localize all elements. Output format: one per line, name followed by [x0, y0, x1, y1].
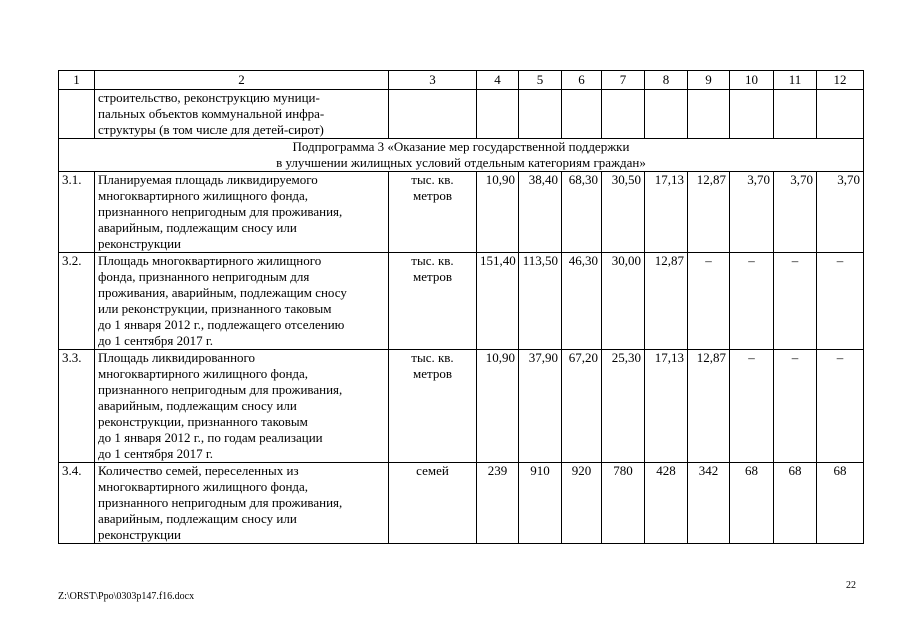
unit-line: семей: [416, 463, 449, 478]
value-cell: 151,40: [477, 253, 519, 350]
column-number: 5: [519, 71, 562, 90]
value-cell: 12,87: [688, 172, 730, 253]
text-line: структуры (в том числе для детей-сирот): [98, 122, 324, 137]
value-cell: 37,90: [519, 350, 562, 463]
subprogram-row: [59, 139, 864, 172]
text-line: Площадь ликвидированного: [98, 350, 256, 365]
text-line: до 1 сентября 2017 г.: [98, 333, 213, 348]
unit-line: тыс. кв.: [411, 172, 454, 187]
value-cell: 38,40: [519, 172, 562, 253]
value-cell: 25,30: [602, 350, 645, 463]
value-cell: 3,70: [774, 172, 817, 253]
value-cell: –: [817, 350, 864, 463]
text-line: до 1 января 2012 г., по годам реализации: [98, 430, 323, 445]
text-line: до 1 января 2012 г., подлежащего отселению: [98, 317, 345, 332]
text-line: аварийным, подлежащим сносу или: [98, 511, 297, 526]
unit-line: тыс. кв.: [411, 253, 454, 268]
unit-line: тыс. кв.: [411, 350, 454, 365]
value-cell: –: [817, 253, 864, 350]
value-cell: 10,90: [477, 350, 519, 463]
unit-line: метров: [413, 188, 452, 203]
text-line: многоквартирного жилищного фонда,: [98, 479, 309, 494]
indicator-name: [95, 463, 389, 544]
value-cell: [562, 90, 602, 139]
value-cell: 67,20: [562, 350, 602, 463]
value-cell: 3,70: [730, 172, 774, 253]
value-cell: [477, 90, 519, 139]
text-line: реконструкции: [98, 236, 182, 251]
text-line: строительство, реконструкцию муници-: [98, 90, 320, 105]
value-cell: –: [774, 350, 817, 463]
value-cell: 17,13: [645, 172, 688, 253]
value-cell: 113,50: [519, 253, 562, 350]
unit-cell: [389, 463, 477, 544]
file-path-footer: Z:\ORST\Ppo\0303p147.f16.docx: [58, 591, 195, 602]
text-line: фонда, признанного непригодным для: [98, 269, 310, 284]
continuation-row: [59, 90, 864, 139]
value-cell: [688, 90, 730, 139]
column-number: 9: [688, 71, 730, 90]
value-cell: –: [730, 253, 774, 350]
value-cell: 780: [602, 463, 645, 544]
unit-line: метров: [413, 366, 452, 381]
value-cell: 30,00: [602, 253, 645, 350]
value-cell: 30,50: [602, 172, 645, 253]
table-row: [59, 463, 864, 544]
column-number: 12: [817, 71, 864, 90]
column-number: 2: [95, 71, 389, 90]
value-cell: 12,87: [688, 350, 730, 463]
column-number: 6: [562, 71, 602, 90]
row-number: 3.2.: [59, 253, 95, 350]
text-line: многоквартирного жилищного фонда,: [98, 188, 309, 203]
row-number: 3.4.: [59, 463, 95, 544]
text-line: аварийным, подлежащим сносу или: [98, 398, 297, 413]
value-cell: [817, 90, 864, 139]
column-number: 7: [602, 71, 645, 90]
page-number: 22: [846, 580, 856, 591]
column-number: 11: [774, 71, 817, 90]
value-cell: 3,70: [817, 172, 864, 253]
column-number: 3: [389, 71, 477, 90]
text-line: до 1 сентября 2017 г.: [98, 446, 213, 461]
value-cell: 68: [817, 463, 864, 544]
text-line: многоквартирного жилищного фонда,: [98, 366, 309, 381]
text-line: Планируемая площадь ликвидируемого: [98, 172, 318, 187]
value-cell: 910: [519, 463, 562, 544]
table-row: [59, 253, 864, 350]
indicator-name: [95, 172, 389, 253]
value-cell: 342: [688, 463, 730, 544]
column-number: 8: [645, 71, 688, 90]
value-cell: 46,30: [562, 253, 602, 350]
row-number: [59, 90, 95, 139]
indicator-name: [95, 253, 389, 350]
indicators-table: [58, 70, 864, 544]
value-cell: [602, 90, 645, 139]
unit-cell: [389, 172, 477, 253]
value-cell: 10,90: [477, 172, 519, 253]
text-line: Количество семей, переселенных из: [98, 463, 299, 478]
text-line: или реконструкции, признанного таковым: [98, 301, 332, 316]
value-cell: 17,13: [645, 350, 688, 463]
text-line: признанного непригодным для проживания,: [98, 382, 343, 397]
subprogram-title-line: Подпрограмма 3 «Оказание мер государственной поддержки: [292, 139, 630, 154]
value-cell: 428: [645, 463, 688, 544]
indicator-name: [95, 350, 389, 463]
value-cell: [519, 90, 562, 139]
text-line: признанного непригодным для проживания,: [98, 204, 343, 219]
text-line: пальных объектов коммунальной инфра-: [98, 106, 325, 121]
text-line: реконструкции, признанного таковым: [98, 414, 308, 429]
column-number: 1: [59, 71, 95, 90]
value-cell: 68: [774, 463, 817, 544]
value-cell: –: [688, 253, 730, 350]
unit-line: метров: [413, 269, 452, 284]
value-cell: 920: [562, 463, 602, 544]
value-cell: [645, 90, 688, 139]
value-cell: 68,30: [562, 172, 602, 253]
indicator-name: [95, 90, 389, 139]
unit-cell: [389, 350, 477, 463]
value-cell: 239: [477, 463, 519, 544]
table-row: [59, 172, 864, 253]
value-cell: –: [774, 253, 817, 350]
text-line: Площадь многоквартирного жилищного: [98, 253, 322, 268]
row-number: 3.1.: [59, 172, 95, 253]
row-number: 3.3.: [59, 350, 95, 463]
column-number: 10: [730, 71, 774, 90]
value-cell: 68: [730, 463, 774, 544]
value-cell: –: [730, 350, 774, 463]
column-number-row: [59, 71, 864, 90]
text-line: реконструкции: [98, 527, 182, 542]
unit-cell: [389, 253, 477, 350]
text-line: признанного непригодным для проживания,: [98, 495, 343, 510]
unit-cell: [389, 90, 477, 139]
column-number: 4: [477, 71, 519, 90]
text-line: проживания, аварийным, подлежащим сносу: [98, 285, 347, 300]
table-row: [59, 350, 864, 463]
subprogram-title-line: в улучшении жилищных условий отдельным категориям граждан»: [276, 155, 646, 170]
subprogram-title: [59, 139, 864, 172]
text-line: аварийным, подлежащим сносу или: [98, 220, 297, 235]
value-cell: [730, 90, 774, 139]
value-cell: [774, 90, 817, 139]
value-cell: 12,87: [645, 253, 688, 350]
